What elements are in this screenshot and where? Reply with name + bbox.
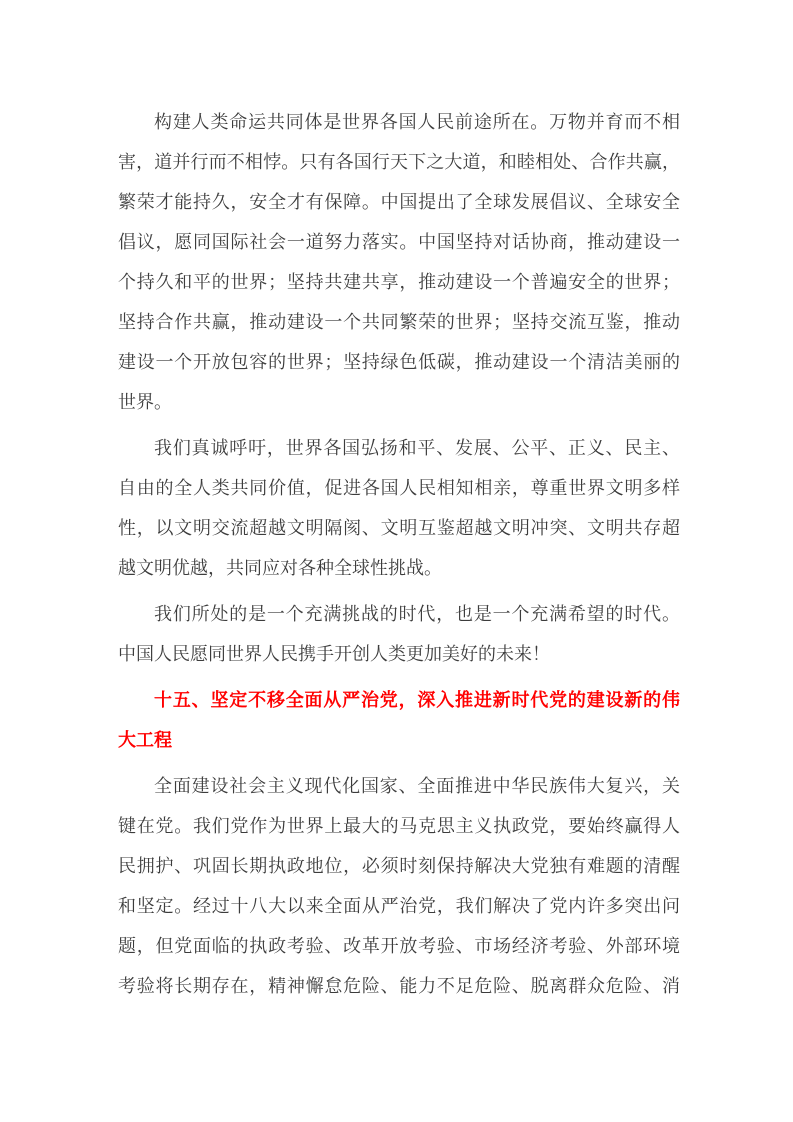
text-line: 民拥护、巩固长期执政地位，必须时刻保持解决大党独有难题的清醒 xyxy=(118,856,680,876)
text-line: 性，以文明交流超越文明隔阂、文明互鉴超越文明冲突、文明共存超 xyxy=(118,518,680,538)
text-line: 世界。 xyxy=(118,392,172,412)
heading-line: 十五、坚定不移全面从严治党，深入推进新时代党的建设新的伟 xyxy=(154,690,680,710)
text-line: 我们真诚呼吁，世界各国弘扬和平、发展、公平、正义、民主、 xyxy=(154,438,680,458)
text-line: 构建人类命运共同体是世界各国人民前途所在。万物并育而不相 xyxy=(154,112,680,132)
text-line: 中国人民愿同世界人民携手开创人类更加美好的未来！ xyxy=(118,644,550,664)
paragraph-common-values xyxy=(118,428,680,588)
heading-line: 大工程 xyxy=(118,730,172,750)
page-content xyxy=(118,102,680,1006)
text-line: 和坚定。经过十八大以来全面从严治党，我们解决了党内许多突出问 xyxy=(118,896,680,916)
text-line: 坚持合作共赢，推动建设一个共同繁荣的世界；坚持交流互鉴，推动 xyxy=(118,312,680,332)
text-line: 全面建设社会主义现代化国家、全面推进中华民族伟大复兴，关 xyxy=(154,776,680,796)
text-line: 我们所处的是一个充满挑战的时代，也是一个充满希望的时代。 xyxy=(154,604,680,624)
text-line: 考验将长期存在，精神懈怠危险、能力不足危险、脱离群众危险、消 xyxy=(118,976,680,996)
text-line: 个持久和平的世界；坚持共建共享，推动建设一个普遍安全的世界； xyxy=(118,272,680,292)
text-line: 倡议，愿同国际社会一道努力落实。中国坚持对话协商，推动建设一 xyxy=(118,232,680,252)
paragraph-party-building xyxy=(118,766,680,1006)
text-line: 键在党。我们党作为世界上最大的马克思主义执政党，要始终赢得人 xyxy=(118,816,680,836)
text-line: 害，道并行而不相悖。只有各国行天下之大道，和睦相处、合作共赢， xyxy=(118,152,680,172)
text-line: 自由的全人类共同价值，促进各国人民相知相亲，尊重世界文明多样 xyxy=(118,478,680,498)
section-heading-15 xyxy=(118,680,680,760)
paragraph-global-community xyxy=(118,102,680,422)
text-line: 繁荣才能持久，安全才有保障。中国提出了全球发展倡议、全球安全 xyxy=(118,192,680,212)
text-line: 题，但党面临的执政考验、改革开放考验、市场经济考验、外部环境 xyxy=(118,936,680,956)
text-line: 越文明优越，共同应对各种全球性挑战。 xyxy=(118,558,442,578)
text-line: 建设一个开放包容的世界；坚持绿色低碳，推动建设一个清洁美丽的 xyxy=(118,352,680,372)
paragraph-era-of-hope xyxy=(118,594,680,674)
